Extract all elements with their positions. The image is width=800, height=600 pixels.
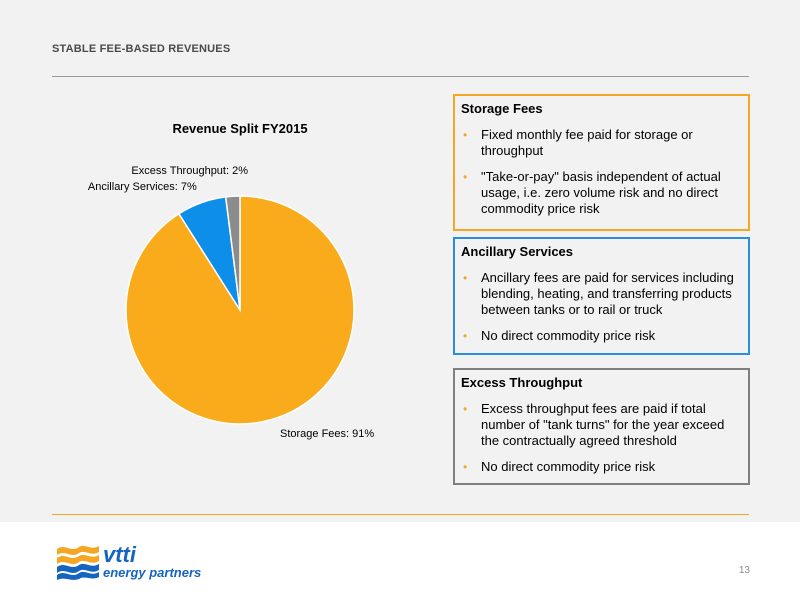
ancillary-bullet-2-text: No direct commodity price risk (481, 328, 656, 343)
storage-bullet-2-text: "Take-or-pay" basis independent of actual usage, i.e. zero volume risk and no direct commodity price risk (481, 169, 721, 216)
excess-throughput-title: Excess Throughput (461, 375, 583, 390)
bullet-icon: • (463, 402, 468, 416)
slide-title: STABLE FEE-BASED REVENUES (52, 43, 231, 55)
top-divider (52, 76, 749, 77)
bullet-icon: • (463, 170, 468, 184)
revenue-pie-chart (52, 95, 442, 495)
storage-bullet-1 (461, 127, 742, 159)
bullet-icon: • (463, 271, 468, 285)
storage-bullet-1-text: Fixed monthly fee paid for storage or throughput (481, 127, 693, 158)
bullet-icon: • (463, 460, 468, 474)
ancillary-bullet-2 (461, 328, 742, 344)
pie-label-excess-throughput: Excess Throughput: 2% (131, 165, 248, 177)
bullet-icon: • (463, 329, 468, 343)
pie-svg (52, 95, 442, 495)
vtti-logo-icon (55, 541, 225, 581)
excess-bullet-1 (461, 401, 742, 449)
storage-fees-title: Storage Fees (461, 101, 543, 116)
logo-brand: vtti (103, 542, 136, 567)
excess-bullet-2-text: No direct commodity price risk (481, 459, 656, 474)
ancillary-bullet-1-text: Ancillary fees are paid for services including blending, heating, and transferring products between tanks or to rail or truck (481, 270, 734, 317)
pie-label-ancillary-services: Ancillary Services: 7% (87, 180, 197, 193)
storage-fees-box (453, 94, 750, 231)
excess-bullet-2 (461, 459, 742, 475)
excess-bullet-1-text: Excess throughput fees are paid if total number of "tank turns" for the year exceed the contractually agreed threshold (481, 401, 725, 448)
storage-bullet-2 (461, 169, 742, 217)
pie-label-storage-fees: Storage Fees: 91% (280, 428, 375, 440)
vtti-logo (55, 541, 225, 586)
ancillary-services-title: Ancillary Services (461, 244, 574, 259)
ancillary-services-box (453, 237, 750, 355)
page-number: 13 (738, 565, 750, 576)
bullet-icon: • (463, 128, 468, 142)
logo-tagline: energy partners (103, 565, 202, 580)
chart-title: Revenue Split FY2015 (172, 121, 308, 136)
bottom-divider (52, 514, 749, 515)
ancillary-bullet-1 (461, 270, 742, 318)
excess-throughput-box (453, 368, 750, 485)
